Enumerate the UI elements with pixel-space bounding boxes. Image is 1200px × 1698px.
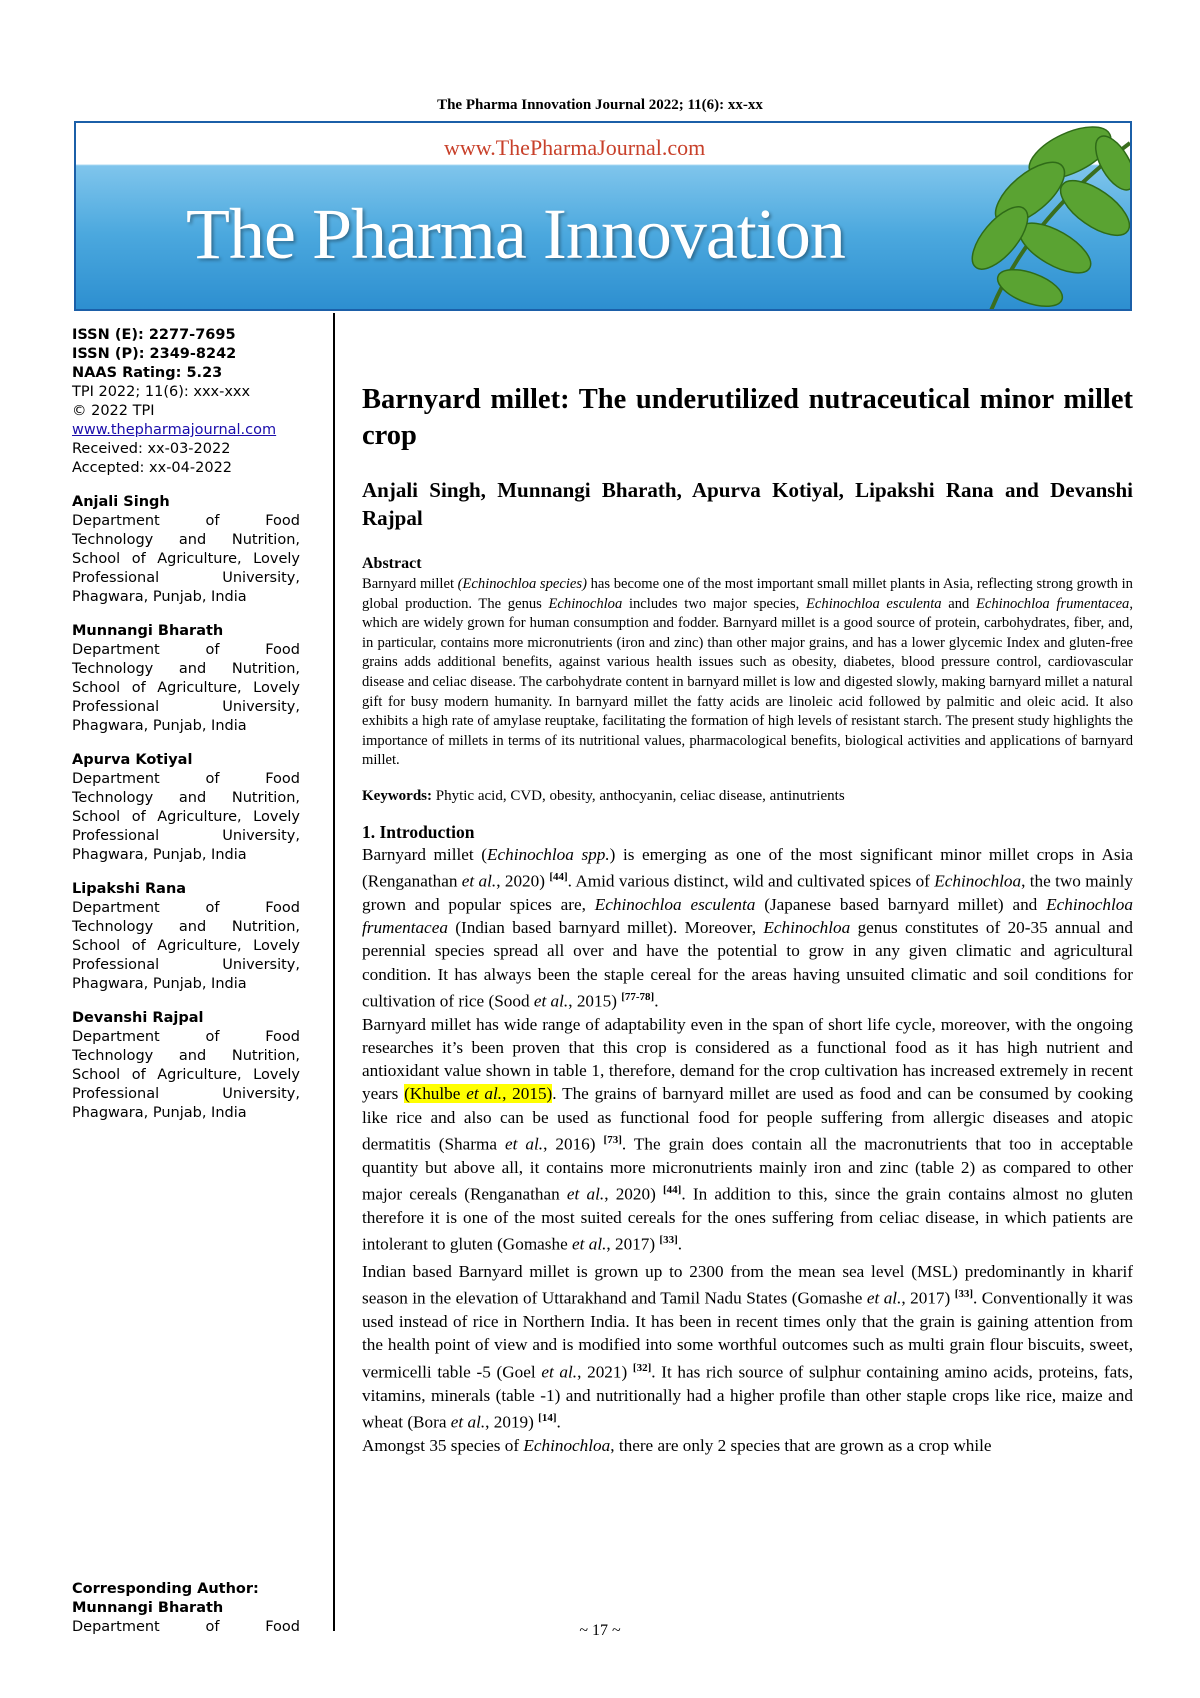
page-number: ~ 17 ~ — [579, 1622, 621, 1639]
author-name: Lipakshi Rana — [72, 881, 187, 897]
received-date: Received: xx-03-2022 — [72, 441, 231, 457]
author-block — [72, 622, 300, 736]
intro-paragraph: Barnyard millet has wide range of adaptability even in the span of short life cycle, moreover, with the ongoing researches it’s been proven that this crop is considered as a functional food as it has high nutrient and antioxidant value shown in table 1, therefore, demand for the crop cultivation has increased extremely in recent years (Khulbe et al., 2015). The grains of barnyard millet are used as food and can be consumed by cooking like rice and also can be used as functional food for people suffering from allergic diseases and atopic dermatitis (Sharma et al., 2016) [73]. The grain does contain all the macronutrients that too in acceptable quantity but above all, it contains more micronutrients mainly iron and zinc (table 2) as compared to other major cereals (Renganathan et al., 2020) [44]. In addition to this, since the grain contains almost no gluten therefore it is one of the most suited cereals for the ones suffering from celiac disease, in which patients are intolerant to gluten (Gomashe et al., 2017) [33]. — [362, 1014, 1134, 1254]
naas-rating: NAAS Rating: 5.23 — [72, 365, 223, 381]
tpi-citation: TPI 2022; 11(6): xxx-xxx — [72, 384, 251, 400]
intro-paragraph: Indian based Barnyard millet is grown up to 2300 from the mean sea level (MSL) predominantly in kharif season in the elevation of Uttarakhand and Tamil Nadu States (Gomashe et al., 2017) [33]. Conventionally it was used instead of rice in Northern India. It has been in recent times only that the grain is gaining attention from the health point of view and is modified into some worthful outcomes such as multi grain flour biscuits, sweet, vermicelli table -5 (Goel et al., 2021) [32]. It has rich source of sulphur containing amino acids, proteins, fats, vitamins, minerals (table -1) and nutritionally had a higher profile than other staple crops like rice, maize and wheat (Bora et al., 2019) [14]. — [362, 1262, 1133, 1432]
author-affiliation: Department of Food Technology and Nutrition, School of Agriculture, Lovely Professional University, Phagwara, Punjab, India — [72, 513, 300, 605]
intro-paragraph: Barnyard millet (Echinochloa spp.) is emerging as one of the most significant minor millet crops in Asia (Renganathan et al., 2020) [44]. Amid various distinct, wild and cultivated spices of Echinochloa, the two mainly grown and popular spices are, Echinochloa esculenta (Japanese based barnyard millet) and Echinochloa frumentacea (Indian based barnyard millet). Moreover, Echinochloa genus constitutes of 20-35 annual and perennial species spread all over and have the potential to grow in any given climatic and agricultural condition. It has always been the staple cereal for the areas having unsuited climatic and soil conditions for cultivation of rice (Sood et al., 2015) [77-78]. — [362, 844, 1133, 1011]
accepted-date: Accepted: xx-04-2022 — [72, 460, 233, 476]
column-divider — [333, 313, 335, 1631]
author-affiliation: Department of Food Technology and Nutrition, School of Agriculture, Lovely Professional University, Phagwara, Punjab, India — [72, 771, 300, 863]
abstract-text: Barnyard millet (Echinochloa species) has become one of the most important small millet plants in Asia, reflecting strong growth in global production. The genus Echinochloa includes two major species, Echinochloa esculenta and Echinochloa frumentacea, which are widely grown for human consumption and fodder. Barnyard millet is a good source of protein, carbohydrates, fiber, and, in particular, contains more micronutrients (iron and zinc) than other major grains, and has a lower glycemic Index and gluten-free grains adds additional benefits, against various health issues such as obesity, diabetes, blood pressure control, cardiovascular disease and celiac disease. The carbohydrate content in barnyard millet is low and digested slowly, making barnyard millet a natural gift for busy modern humanity. In barnyard millet the fatty acids are linoleic acid followed by palmitic and oleic acid. It also exhibits a high rate of amylase reuptake, facilitating the formation of high levels of resistant starch. The present study highlights the importance of millets in terms of its nutritional values, pharmacological benefits, biological activities and applications of barnyard millet. — [362, 576, 1134, 769]
banner-title: The Pharma Innovation — [186, 194, 845, 274]
author-name: Anjali Singh — [72, 494, 170, 510]
author-block — [72, 751, 300, 865]
article-main — [362, 382, 1133, 1457]
author-block — [72, 1009, 300, 1123]
issn-electronic: ISSN (E): 2277-7695 — [72, 327, 236, 343]
article-info-sidebar — [72, 326, 300, 1123]
author-affiliation: Department of Food Technology and Nutrition, School of Agriculture, Lovely Professional University, Phagwara, Punjab, India — [72, 642, 300, 734]
keywords-label: Keywords: — [362, 787, 432, 804]
author-affiliation: Department of Food Technology and Nutrition, School of Agriculture, Lovely Professional University, Phagwara, Punjab, India — [72, 1029, 300, 1121]
issn-print: ISSN (P): 2349-8242 — [72, 346, 237, 362]
author-name: Apurva Kotiyal — [72, 752, 193, 768]
intro-paragraph: Amongst 35 species of Echinochloa, there are only 2 species that are grown as a crop while — [362, 1435, 992, 1455]
article-title: Barnyard millet: The underutilized nutraceutical minor millet crop — [362, 384, 1133, 451]
article-authors: Anjali Singh, Munnangi Bharath, Apurva Kotiyal, Lipakshi Rana and Devanshi Rajpal — [362, 478, 1133, 530]
author-block — [72, 880, 300, 994]
copyright: © 2022 TPI — [72, 403, 155, 419]
intro-heading: 1. Introduction — [362, 821, 475, 842]
keywords-list: Phytic acid, CVD, obesity, anthocyanin, celiac disease, antinutrients — [435, 787, 845, 804]
author-block — [72, 493, 300, 607]
author-affiliation: Department of Food Technology and Nutrition, School of Agriculture, Lovely Professional University, Phagwara, Punjab, India — [72, 900, 300, 992]
keywords — [362, 788, 1133, 805]
abstract-heading: Abstract — [362, 555, 422, 572]
corresponding-affiliation: Department of Food — [72, 1619, 300, 1635]
corresponding-label: Corresponding Author: — [72, 1581, 259, 1597]
banner-url[interactable]: www.ThePharmaJournal.com — [444, 135, 706, 160]
journal-header: The Pharma Innovation Journal 2022; 11(6): xx-xx — [437, 97, 763, 113]
author-name: Devanshi Rajpal — [72, 1010, 204, 1026]
leaf-illustration — [860, 123, 1130, 311]
corresponding-name: Munnangi Bharath — [72, 1600, 224, 1616]
journal-website-link[interactable]: www.thepharmajournal.com — [72, 422, 277, 438]
author-name: Munnangi Bharath — [72, 623, 224, 639]
journal-banner — [74, 121, 1132, 311]
